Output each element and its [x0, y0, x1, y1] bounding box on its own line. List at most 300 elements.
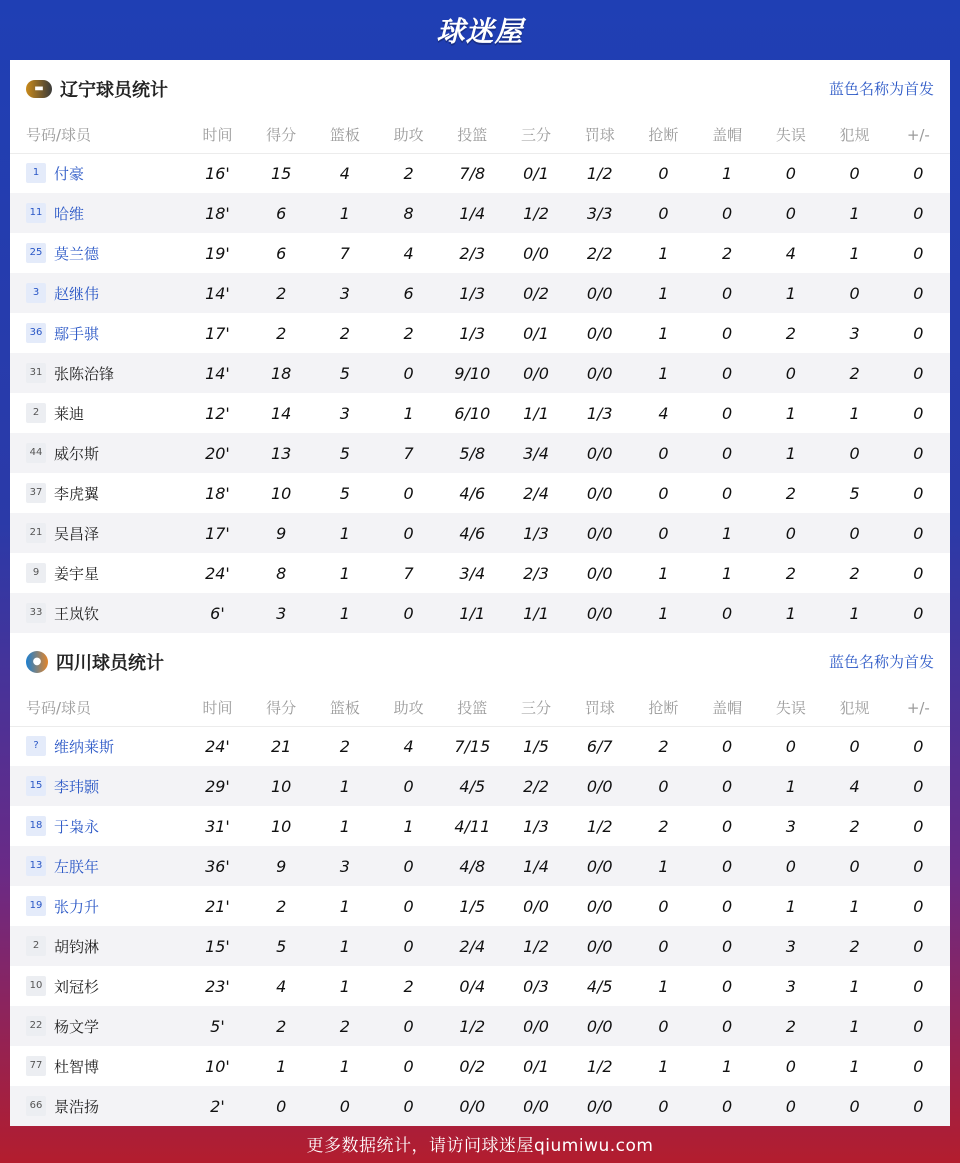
- stat-cell: 0: [313, 1086, 377, 1126]
- stat-cell: 9/10: [440, 353, 504, 393]
- stat-cell: 4/5: [440, 766, 504, 806]
- stat-cell: 7: [339, 243, 350, 263]
- player-cell[interactable]: [10, 593, 185, 633]
- stat-cell: 1: [822, 193, 886, 233]
- player-cell[interactable]: [10, 433, 185, 473]
- stat-cell: 0: [695, 846, 759, 886]
- stat-cell: 0: [695, 433, 759, 473]
- jersey-number: 66: [26, 1096, 46, 1116]
- team-title-text: 辽宁球员统计: [60, 79, 168, 101]
- team-section-header: [10, 633, 950, 690]
- stat-cell: 0: [722, 896, 733, 916]
- stat-cell: 1/3: [504, 513, 567, 553]
- player-cell[interactable]: [10, 193, 185, 233]
- jersey-number: 33: [26, 603, 46, 623]
- player-name[interactable]: 景浩扬: [54, 1097, 100, 1116]
- stat-cell: 0: [785, 736, 796, 756]
- player-name[interactable]: 威尔斯: [54, 444, 100, 463]
- stat-cell: 6/10: [454, 403, 491, 423]
- stat-cell: 2/2: [504, 766, 567, 806]
- player-name[interactable]: 维纳莱斯: [54, 737, 115, 756]
- player-name[interactable]: 莱迪: [54, 404, 85, 423]
- stat-cell: 0: [722, 816, 733, 836]
- stat-cell: 0: [887, 766, 950, 806]
- column-header: 罚球: [568, 690, 632, 726]
- jersey-number: 21: [26, 523, 46, 543]
- table-row: [10, 513, 950, 553]
- jersey-number: 2: [26, 936, 46, 956]
- column-header: 失误: [759, 117, 822, 153]
- stat-cell: 1: [849, 896, 860, 916]
- stat-cell: 0: [377, 926, 440, 966]
- stat-cell: 3: [849, 323, 860, 343]
- stat-cell: 2: [759, 1006, 822, 1046]
- player-name[interactable]: 姜宇星: [54, 564, 100, 583]
- stat-cell: 1: [276, 1056, 287, 1076]
- stat-cell: 2: [250, 1006, 313, 1046]
- stat-cell: 1: [822, 1006, 886, 1046]
- player-cell[interactable]: [10, 153, 185, 193]
- stat-cell: 0/0: [568, 766, 632, 806]
- player-name[interactable]: 胡钧淋: [54, 937, 100, 956]
- stat-cell: 1: [632, 846, 695, 886]
- table-row: [10, 846, 950, 886]
- stat-cell: 2: [403, 976, 414, 996]
- stat-cell: 1: [658, 976, 669, 996]
- player-cell[interactable]: [10, 233, 185, 273]
- stat-cell: 20': [185, 433, 249, 473]
- player-cell[interactable]: [10, 766, 185, 806]
- stat-cell: 0: [849, 163, 860, 183]
- stat-cell: 19': [205, 243, 230, 263]
- player-cell[interactable]: [10, 1046, 185, 1086]
- player-name[interactable]: 左朕年: [54, 857, 100, 876]
- stat-cell: 0: [632, 433, 695, 473]
- stat-cell: 10: [250, 766, 313, 806]
- table-row: [10, 313, 950, 353]
- stat-cell: 14': [185, 353, 249, 393]
- stat-cell: 16': [205, 163, 230, 183]
- stat-cell: 1: [403, 403, 414, 423]
- column-header: 盖帽: [695, 117, 759, 153]
- stat-cell: 0: [658, 483, 669, 503]
- stat-cell: 1: [313, 593, 377, 633]
- stat-cell: 13: [250, 433, 313, 473]
- player-name[interactable]: 哈维: [54, 204, 85, 223]
- player-cell[interactable]: [10, 726, 185, 766]
- stat-cell: 0: [887, 273, 950, 313]
- stat-cell: 0: [887, 353, 950, 393]
- stat-cell: 12': [205, 403, 230, 423]
- column-header: 投篮: [440, 117, 504, 153]
- stat-cell: 1: [722, 163, 733, 183]
- stat-cell: 3: [313, 273, 377, 313]
- stat-cell: 0/1: [523, 1056, 549, 1076]
- starter-note: 蓝色名称为首发: [828, 80, 934, 98]
- team-stats-table: [10, 690, 950, 1126]
- stat-cell: 1/3: [586, 403, 613, 423]
- stat-cell: 0/0: [504, 1086, 567, 1126]
- table-body: [10, 726, 950, 1126]
- stat-cell: 2: [658, 736, 669, 756]
- stat-cell: 2: [250, 273, 313, 313]
- player-name[interactable]: 杜智博: [54, 1057, 100, 1076]
- jersey-number: 36: [26, 323, 46, 343]
- stat-cell: 17': [185, 513, 249, 553]
- stat-cell: 0/0: [568, 593, 632, 633]
- stat-cell: 0: [695, 193, 759, 233]
- stat-cell: 0/0: [523, 243, 549, 263]
- stat-cell: 0: [822, 513, 886, 553]
- stat-cell: 0/0: [568, 1086, 632, 1126]
- stat-cell: 0/0: [568, 846, 632, 886]
- stat-cell: 0: [822, 846, 886, 886]
- stat-cell: 17': [205, 323, 230, 343]
- stat-cell: 0: [722, 403, 733, 423]
- stat-cell: 1: [339, 816, 350, 836]
- stats-card: [10, 60, 950, 1123]
- stat-cell: 4: [339, 163, 350, 183]
- stat-cell: 0: [913, 1056, 924, 1076]
- player-name[interactable]: 付豪: [54, 164, 85, 183]
- stat-cell: 4/6: [459, 483, 486, 503]
- stat-cell: 0: [887, 433, 950, 473]
- stat-cell: 0: [913, 816, 924, 836]
- stat-cell: 18: [250, 353, 313, 393]
- stat-cell: 1/2: [586, 163, 613, 183]
- player-cell[interactable]: [10, 353, 185, 393]
- player-cell[interactable]: [10, 886, 185, 926]
- stat-cell: 1: [339, 976, 350, 996]
- table-header-row: [10, 690, 950, 726]
- player-name[interactable]: 李虎翼: [54, 484, 100, 503]
- stat-cell: 1/3: [523, 816, 549, 836]
- stat-cell: 0: [403, 1056, 414, 1076]
- stat-cell: 3: [339, 403, 350, 423]
- column-header: 时间: [185, 690, 249, 726]
- player-cell[interactable]: [10, 966, 185, 1006]
- stat-cell: 1/1: [504, 593, 567, 633]
- sichuan-team-logo-icon: ●: [26, 651, 48, 673]
- stat-cell: 0: [913, 403, 924, 423]
- stat-cell: 0: [632, 193, 695, 233]
- stat-cell: 7: [403, 563, 414, 583]
- stat-cell: 1: [785, 403, 796, 423]
- stat-cell: 0: [695, 353, 759, 393]
- stat-cell: 0: [722, 483, 733, 503]
- stat-cell: 4: [658, 403, 669, 423]
- footer-link[interactable]: 更多数据统计，请访问球迷屋qiumiwu.com: [306, 1135, 654, 1156]
- stat-cell: 2/2: [586, 243, 613, 263]
- table-row: [10, 393, 950, 433]
- stat-cell: 0: [887, 1006, 950, 1046]
- stat-cell: 1/3: [440, 273, 504, 313]
- player-name[interactable]: 于枭永: [54, 817, 100, 836]
- stat-cell: 21: [270, 736, 292, 756]
- stat-cell: 0/0: [568, 433, 632, 473]
- table-row: [10, 593, 950, 633]
- stat-cell: 1/2: [440, 1006, 504, 1046]
- column-header: 助攻: [377, 117, 440, 153]
- stat-cell: 0/1: [523, 163, 549, 183]
- player-name[interactable]: 张力升: [54, 897, 100, 916]
- stat-cell: 1: [632, 353, 695, 393]
- stat-cell: 0: [887, 1086, 950, 1126]
- player-cell[interactable]: [10, 273, 185, 313]
- stat-cell: 2: [658, 816, 669, 836]
- stat-cell: 4/8: [440, 846, 504, 886]
- jersey-number: 13: [26, 856, 46, 876]
- stat-cell: 0: [887, 926, 950, 966]
- column-header: 犯规: [822, 690, 886, 726]
- stat-cell: 1: [339, 1056, 350, 1076]
- stat-cell: 18': [205, 483, 230, 503]
- stat-cell: 4/6: [440, 513, 504, 553]
- stat-cell: 2: [822, 353, 886, 393]
- stat-cell: 0: [913, 243, 924, 263]
- stat-cell: 0: [403, 896, 414, 916]
- player-name[interactable]: 赵继伟: [54, 284, 100, 303]
- stat-cell: 1: [759, 273, 822, 313]
- stat-cell: 24': [205, 736, 230, 756]
- player-name[interactable]: 鄢手骐: [54, 324, 100, 343]
- stat-cell: 5: [313, 353, 377, 393]
- stat-cell: 0: [722, 736, 733, 756]
- stat-cell: 9: [250, 846, 313, 886]
- stat-cell: 2: [313, 1006, 377, 1046]
- stat-cell: 2: [339, 323, 350, 343]
- jersey-number: 25: [26, 243, 46, 263]
- stat-cell: 14': [185, 273, 249, 313]
- stat-cell: 29': [185, 766, 249, 806]
- stat-cell: 21': [205, 896, 230, 916]
- stat-cell: 3/4: [459, 563, 486, 583]
- jersey-number: 2: [26, 403, 46, 423]
- stat-cell: 0/2: [504, 273, 567, 313]
- stat-cell: 1: [759, 766, 822, 806]
- player-cell[interactable]: [10, 1006, 185, 1046]
- stat-cell: 1: [313, 193, 377, 233]
- stat-cell: 1: [632, 273, 695, 313]
- stat-cell: 1: [822, 593, 886, 633]
- column-header: 得分: [250, 690, 313, 726]
- stat-cell: 0: [377, 766, 440, 806]
- table-row: [10, 353, 950, 393]
- stat-cell: 7/8: [459, 163, 486, 183]
- stat-cell: 0: [913, 736, 924, 756]
- stat-cell: 0/0: [568, 926, 632, 966]
- stat-cell: 0: [913, 163, 924, 183]
- stat-cell: 0: [913, 896, 924, 916]
- jersey-number: 22: [26, 1016, 46, 1036]
- table-row: [10, 553, 950, 593]
- player-cell[interactable]: [10, 1086, 185, 1126]
- stat-cell: 0: [722, 976, 733, 996]
- stat-cell: 0: [759, 1086, 822, 1126]
- stat-cell: 0: [377, 1086, 440, 1126]
- stat-cell: 4/11: [454, 816, 491, 836]
- stat-cell: 10: [270, 483, 292, 503]
- stat-cell: 1: [339, 896, 350, 916]
- stat-cell: 8: [276, 563, 287, 583]
- stat-cell: 0: [759, 846, 822, 886]
- stat-cell: 5: [339, 483, 350, 503]
- stat-cell: 1/4: [504, 846, 567, 886]
- stat-cell: 0/0: [586, 483, 613, 503]
- stat-cell: 3: [313, 846, 377, 886]
- player-cell[interactable]: [10, 553, 185, 593]
- stat-cell: 0: [377, 513, 440, 553]
- stat-cell: 3: [759, 926, 822, 966]
- stat-cell: 2: [722, 243, 733, 263]
- stat-cell: 0/2: [459, 1056, 486, 1076]
- column-header: 时间: [185, 117, 249, 153]
- column-header: 助攻: [377, 690, 440, 726]
- stat-cell: 18': [185, 193, 249, 233]
- stat-cell: 1: [849, 976, 860, 996]
- player-name[interactable]: 张陈治锋: [54, 364, 115, 383]
- stat-cell: 0: [887, 846, 950, 886]
- jersey-number: 15: [26, 776, 46, 796]
- stat-cell: 0/0: [568, 353, 632, 393]
- column-header: 三分: [504, 117, 567, 153]
- stat-cell: 1/2: [504, 193, 567, 233]
- stat-cell: 0: [632, 513, 695, 553]
- player-name[interactable]: 李玮颢: [54, 777, 100, 796]
- stat-cell: 3: [250, 593, 313, 633]
- stat-cell: 1: [658, 563, 669, 583]
- stat-cell: 0: [887, 593, 950, 633]
- column-header: 盖帽: [695, 690, 759, 726]
- stat-cell: 2: [822, 926, 886, 966]
- table-row: [10, 433, 950, 473]
- player-cell[interactable]: [10, 846, 185, 886]
- stat-cell: 1: [658, 243, 669, 263]
- stat-cell: 4: [403, 243, 414, 263]
- stat-cell: 0: [377, 1006, 440, 1046]
- stat-cell: 2/3: [523, 563, 549, 583]
- stat-cell: 0/0: [586, 896, 613, 916]
- team-section-header: [10, 60, 950, 117]
- jersey-number: 31: [26, 363, 46, 383]
- player-cell[interactable]: [10, 393, 185, 433]
- stat-cell: 1: [849, 1056, 860, 1076]
- table-row: [10, 1006, 950, 1046]
- player-name[interactable]: 吴昌泽: [54, 524, 100, 543]
- stat-cell: 1: [722, 563, 733, 583]
- stat-cell: 1/4: [440, 193, 504, 233]
- jersey-number: 1: [26, 163, 46, 183]
- stat-cell: 0/0: [586, 323, 613, 343]
- stat-cell: 0: [822, 273, 886, 313]
- stat-cell: 36': [185, 846, 249, 886]
- table-row: [10, 926, 950, 966]
- stat-cell: 1/2: [586, 1056, 613, 1076]
- stat-cell: 2: [785, 563, 796, 583]
- player-cell[interactable]: [10, 806, 185, 846]
- stat-cell: 0/0: [568, 1006, 632, 1046]
- stat-cell: 1: [658, 323, 669, 343]
- jersey-number: 3: [26, 283, 46, 303]
- stat-cell: 15: [270, 163, 292, 183]
- stat-cell: 4/5: [586, 976, 613, 996]
- player-name[interactable]: 王岚钦: [54, 604, 100, 623]
- column-header: 抢断: [632, 117, 695, 153]
- team-title: [26, 649, 164, 675]
- stat-cell: 0/3: [523, 976, 549, 996]
- stat-cell: 2: [785, 483, 796, 503]
- stat-cell: 0: [377, 353, 440, 393]
- player-name[interactable]: 杨文学: [54, 1017, 100, 1036]
- stat-cell: 7/15: [454, 736, 491, 756]
- stat-cell: 0: [759, 513, 822, 553]
- stat-cell: 2/4: [523, 483, 549, 503]
- jersey-number: ?: [26, 736, 46, 756]
- player-cell[interactable]: [10, 926, 185, 966]
- stat-cell: 0: [849, 736, 860, 756]
- column-header: 罚球: [568, 117, 632, 153]
- stat-cell: 2: [849, 816, 860, 836]
- stat-cell: 0/1: [523, 323, 549, 343]
- stat-cell: 0: [695, 1086, 759, 1126]
- stat-cell: 5: [849, 483, 860, 503]
- player-cell[interactable]: [10, 313, 185, 353]
- stat-cell: 0: [913, 323, 924, 343]
- player-cell[interactable]: [10, 513, 185, 553]
- stat-cell: 0/0: [440, 1086, 504, 1126]
- stat-cell: 2: [403, 323, 414, 343]
- stat-cell: 10: [270, 816, 292, 836]
- stat-cell: 0: [695, 926, 759, 966]
- stat-cell: 0: [887, 513, 950, 553]
- stat-cell: 0: [913, 976, 924, 996]
- stat-cell: 0: [377, 593, 440, 633]
- jersey-number: 37: [26, 483, 46, 503]
- stat-cell: 5: [250, 926, 313, 966]
- stat-cell: 1: [849, 403, 860, 423]
- stat-cell: 0: [695, 273, 759, 313]
- table-row: [10, 766, 950, 806]
- player-name[interactable]: 刘冠杉: [54, 977, 100, 996]
- stat-cell: 2: [276, 896, 287, 916]
- stat-cell: 31': [205, 816, 230, 836]
- stat-cell: 23': [205, 976, 230, 996]
- stat-cell: 8: [377, 193, 440, 233]
- stat-cell: 6': [185, 593, 249, 633]
- table-row: [10, 966, 950, 1006]
- starter-note: 蓝色名称为首发: [828, 653, 934, 671]
- column-header: 得分: [250, 117, 313, 153]
- stat-cell: 9: [250, 513, 313, 553]
- team-title-text: 四川球员统计: [56, 652, 164, 674]
- table-row: [10, 886, 950, 926]
- stat-cell: 1/3: [459, 323, 486, 343]
- player-cell[interactable]: [10, 473, 185, 513]
- table-row: [10, 473, 950, 513]
- stat-cell: 0: [632, 1086, 695, 1126]
- stat-cell: 1: [403, 816, 414, 836]
- stat-cell: 3: [785, 816, 796, 836]
- stat-cell: 2: [849, 563, 860, 583]
- stat-cell: 24': [205, 563, 230, 583]
- stat-cell: 6: [276, 243, 287, 263]
- column-header: 犯规: [822, 117, 886, 153]
- stat-cell: 6: [377, 273, 440, 313]
- player-name[interactable]: 莫兰德: [54, 244, 100, 263]
- stat-cell: 0: [913, 563, 924, 583]
- table-row: [10, 233, 950, 273]
- stat-cell: 2': [185, 1086, 249, 1126]
